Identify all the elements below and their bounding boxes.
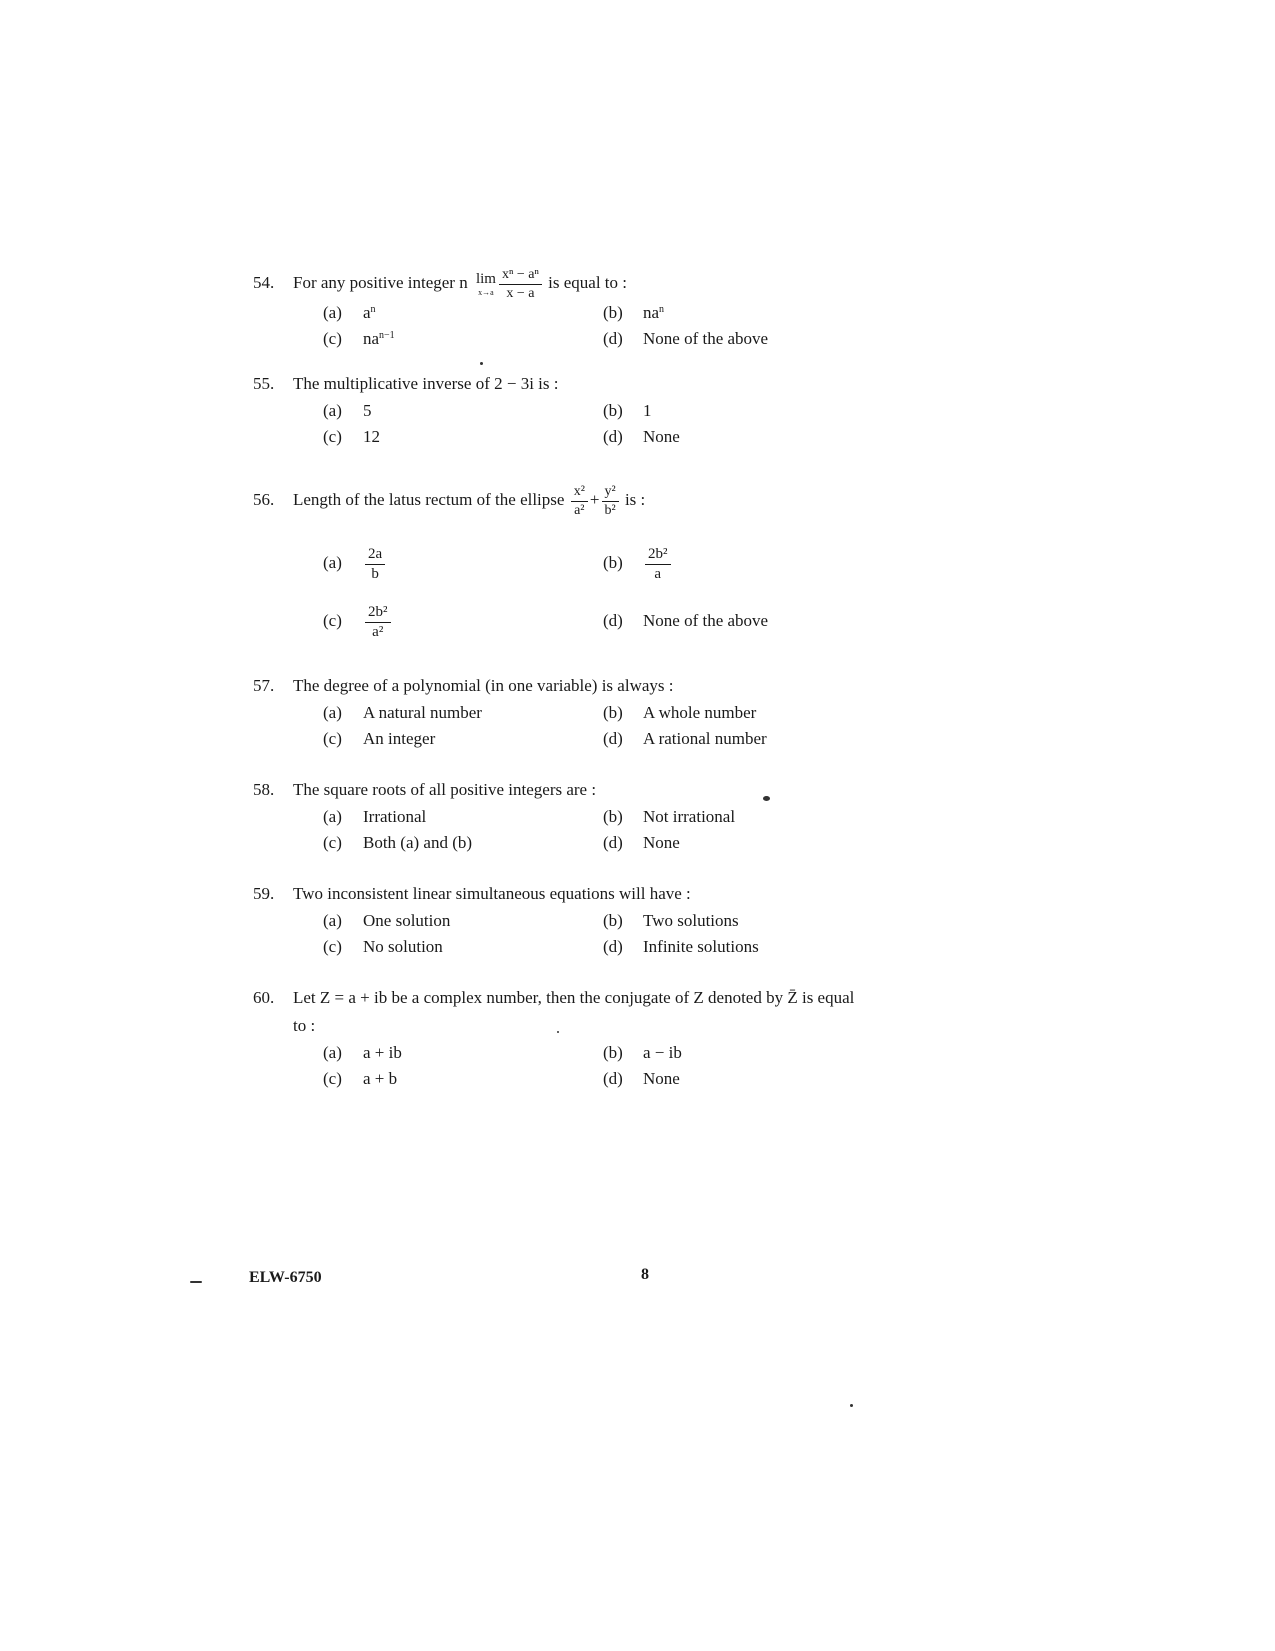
question-54 — [253, 266, 893, 352]
question-55 — [253, 370, 893, 450]
scan-speck — [480, 362, 483, 365]
question-text: Two inconsistent linear simultaneous equations will have : — [293, 884, 691, 903]
fraction-x: $\frac{\text{x²}}{\text{a²}}$ — [571, 485, 588, 518]
option-d: (d) Infinite solutions — [603, 937, 759, 956]
question-text: The square roots of all positive integers are : — [293, 780, 597, 799]
question-text: The multiplicative inverse of 2 − 3i is : — [293, 374, 559, 393]
question-number: 58. — [253, 780, 275, 799]
fraction: $\frac{\text{xⁿ − aⁿ}}{x - a}$ — [499, 268, 542, 301]
option-d: (d) None — [603, 833, 680, 852]
option-b: (b) Not irrational — [603, 807, 736, 826]
scan-speck — [190, 1281, 202, 1283]
option-d: (d) None — [603, 1069, 680, 1088]
question-59 — [253, 880, 893, 960]
question-number: 59. — [253, 884, 275, 903]
option-b: (b) A whole number — [603, 703, 757, 722]
page-number: 8 — [641, 1266, 649, 1283]
scan-speck — [763, 796, 770, 801]
question-60 — [253, 984, 893, 1092]
option-c: (c) Both (a) and (b) — [323, 833, 473, 852]
scan-speck — [557, 1031, 559, 1033]
option-b: (b) $\frac{\text{2b²}}{a}$ — [603, 534, 673, 592]
option-a: (a) $a^n$ — [323, 303, 376, 322]
fraction-y: $\frac{\text{y²}}{\text{b²}}$ — [602, 485, 619, 518]
option-d: (d) None of the above — [603, 611, 769, 630]
question-number: 57. — [253, 676, 275, 695]
question-56 — [253, 480, 893, 650]
scan-speck — [850, 1404, 853, 1407]
option-d: (d) A rational number — [603, 729, 767, 748]
question-58 — [253, 776, 893, 856]
option-b: (b) a − ib — [603, 1043, 682, 1062]
question-number: 60. — [253, 988, 275, 1007]
limit-expression: lim x→a — [475, 270, 496, 297]
option-d: (d) None — [603, 427, 680, 446]
question-number: 54. — [253, 273, 275, 292]
question-57 — [253, 672, 893, 752]
question-text: Length of the latus rectum of the ellipse $\frac{\text{x²}}{\text{a²}}$ + $\frac{\text{y²}}{\text{b²}}$ is : — [293, 483, 646, 518]
fraction: $\frac{2a}{b}$ — [365, 547, 385, 582]
option-a: (a) $\frac{2a}{b}$ — [323, 534, 387, 592]
question-number: 56. — [253, 490, 275, 509]
option-d: (d) None of the above — [603, 329, 769, 348]
option-c: (c) An integer — [323, 729, 436, 748]
option-a: (a) A natural number — [323, 703, 482, 722]
paper-code: ELW-6750 — [249, 1269, 322, 1286]
question-text: The degree of a polynomial (in one variable) is always : — [293, 676, 674, 695]
option-a: (a) 5 — [323, 401, 372, 420]
option-a: (a) Irrational — [323, 807, 427, 826]
option-b: (b) Two solutions — [603, 911, 739, 930]
fraction: $\frac{\text{2b²}}{\text{a²}}$ — [365, 605, 391, 640]
question-text-continued: to : — [293, 1016, 316, 1035]
option-b: (b) $na^n$ — [603, 303, 665, 322]
question-number: 55. — [253, 374, 275, 393]
option-c: (c) a + b — [323, 1069, 398, 1088]
question-text: For any positive integer n lim x→a $\frac{\text{xⁿ − aⁿ}}{x - a}$ is equal to : — [293, 266, 628, 301]
option-a: (a) a + ib — [323, 1043, 402, 1062]
option-c: (c) 12 — [323, 427, 380, 446]
option-a: (a) One solution — [323, 911, 451, 930]
question-text: Let Z = a + ib be a complex number, then the conjugate of Z denoted by Z̄ is equal — [293, 988, 855, 1007]
option-c: (c) $\frac{\text{2b²}}{\text{a²}}$ — [323, 592, 393, 650]
option-b: (b) 1 — [603, 401, 652, 420]
fraction: $\frac{\text{2b²}}{a}$ — [645, 547, 671, 582]
option-c: (c) $na^{n-1}$ — [323, 329, 395, 348]
option-c: (c) No solution — [323, 937, 443, 956]
